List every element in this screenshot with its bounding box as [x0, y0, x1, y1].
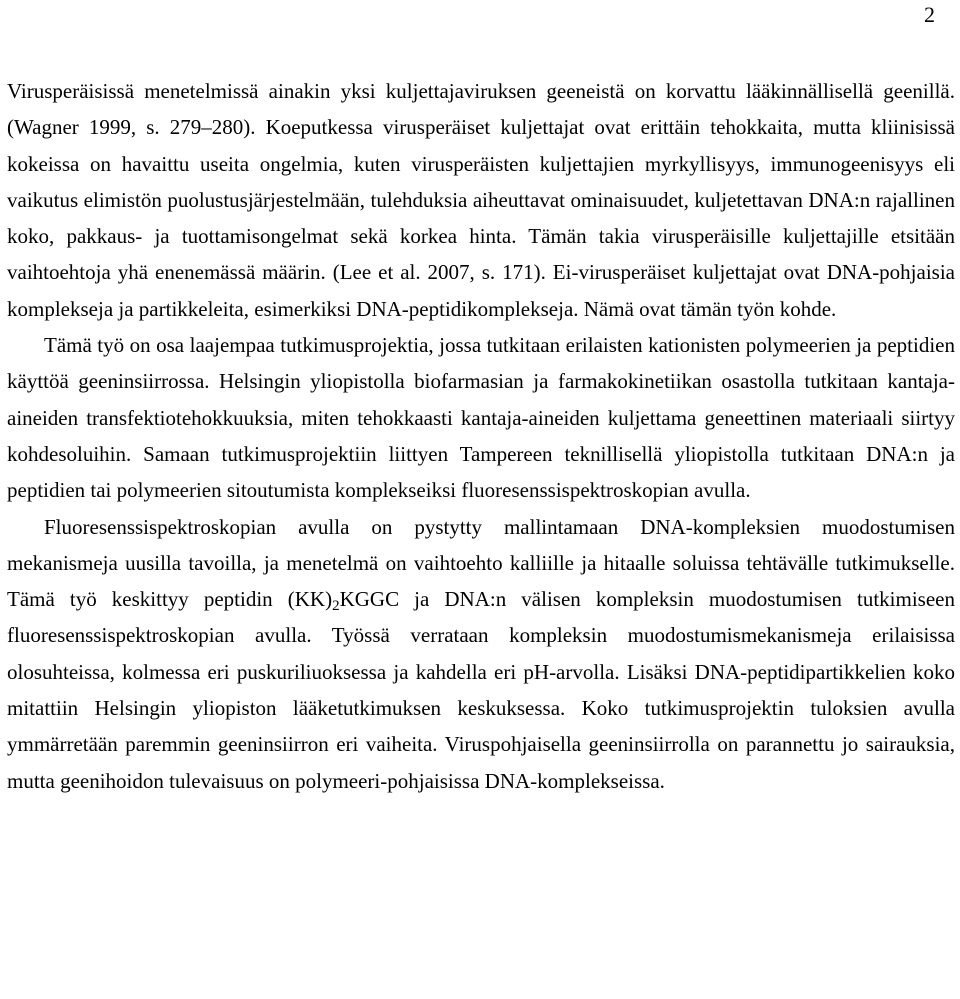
paragraph-3-text-start: Fluoresenssispektroskopian avulla on pystytty mallintamaan DNA-kompleksien muodostumisen mekanismeja uusilla tavoilla, ja menetelmä on vaihtoehto kalliille ja hitaalle soluissa tehtävälle tutkimukselle. Tämä työ keskittyy peptidin (KK) — [7, 514, 955, 612]
paragraph-2: Tämä työ on osa laajempaa tutkimusprojektia, jossa tutkitaan erilaisten kationisten polymeerien ja peptidien käyttöä geeninsiirrossa. Helsingin yliopistolla biofarmasian ja farmakokinetiikan osastolla tutkitaan kantaja-aineiden transfektiotehokkuuksia, miten tehokkaasti kantaja-aineiden kuljettama geneettinen materiaali siirtyy kohdesoluihin. Samaan tutkimusprojektiin liittyen Tampereen teknillisellä yliopistolla tutkitaan DNA:n ja peptidien tai polymeerien sitoutumista komplekseiksi fluoresenssispektroskopian avulla. — [7, 333, 955, 503]
paragraph-3-text-end: KGGC ja DNA:n välisen kompleksin muodostumisen tutkimiseen fluoresenssispektroskopian avulla. Työssä verrataan kompleksin muodostumismekanismeja erilaisissa olosuhteissa, kolmessa eri puskuriliuoksessa ja kahdella eri pH-arvolla. Lisäksi DNA-peptidipartikkelien koko mitattiin Helsingin yliopiston lääketutkimuksen keskuksessa. Koko tutkimusprojektin tuloksien avulla ymmärretään paremmin geeninsiirron eri vaiheita. Viruspohjaisella geeninsiirrolla on parannettu jo sairauksia, mutta geenihoidon tulevaisuus on polymeeri-pohjaisissa DNA-komplekseissa. — [7, 587, 955, 793]
paragraph-3 — [7, 509, 955, 799]
paragraph-1: Virusperäisissä menetelmissä ainakin yksi kuljettajaviruksen geeneistä on korvattu lääkinnällisellä geenillä. (Wagner 1999, s. 279–280). Koeputkessa virusperäiset kuljettajat ovat erittäin tehokkaita, mutta kliinisissä kokeissa on havaittu useita ongelmia, kuten virusperäisten kuljettajien myrkyllisyys, immunogeenisyys eli vaikutus elimistön puolustusjärjestelmään, tulehduksia aiheuttavat ominaisuudet, kuljetettavan DNA:n rajallinen koko, pakkaus- ja tuottamisongelmat sekä korkea hinta. Tämän takia virusperäisille kuljettajille etsitään vaihtoehtoja yhä enenemässä määrin. (Lee et al. 2007, s. 171). Ei-virusperäiset kuljettajat ovat DNA-pohjaisia komplekseja ja partikkeleita, esimerkiksi DNA-peptidikomplekseja. Nämä ovat tämän työn kohde. — [7, 79, 955, 321]
body-text — [7, 73, 955, 799]
page-number: 2 — [924, 2, 935, 27]
subscript-2: 2 — [332, 598, 340, 615]
